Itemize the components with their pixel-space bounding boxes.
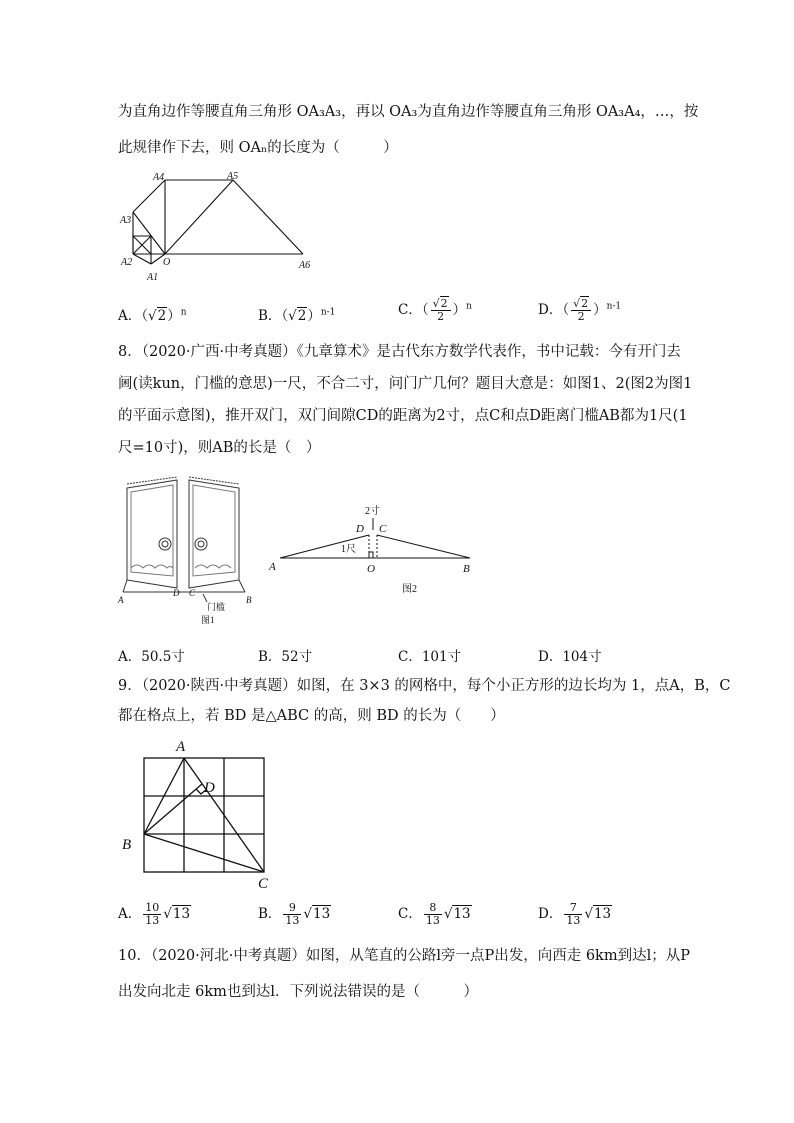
q8-fig2-label-o: O [367, 563, 375, 575]
q9-grid-figure [118, 734, 288, 894]
q8-text-line4: 尺=10寸)，则AB的长是（ ） [118, 440, 321, 456]
q8-option-d[interactable]: D．104寸 [538, 649, 602, 665]
q9-option-d[interactable]: D． $\frac{7}{13}$ √13 [538, 901, 612, 927]
q8-figure1-doors [115, 476, 265, 631]
q8-fig2-label-c: C [379, 523, 387, 535]
q7-option-b[interactable]: B．$(√2)^{n-1}$ [258, 307, 336, 324]
q7-label-a2: A2 [121, 257, 133, 268]
q9-text-line2: 都在格点上，若 BD 是△ABC 的高，则 BD 的长为（ ） [118, 708, 505, 724]
q8-fig1-label-a: A [118, 595, 124, 605]
q9-label-a: A [176, 739, 186, 755]
q9-option-a[interactable]: A． $\frac{10}{13}$ √13 [118, 901, 191, 927]
q7-label-a3: A3 [120, 215, 132, 226]
q8-fig2-label-d: D [356, 523, 364, 535]
q9-text-line1: 9．（2020·陕西·中考真题）如图，在 3×3 的网格中，每个小正方形的边长均为 1，点A，B，C [118, 678, 731, 694]
q9-option-c[interactable]: C． $\frac{8}{13}$ √13 [398, 901, 471, 927]
q7-label-o: O [163, 257, 171, 268]
q8-option-b[interactable]: B．52寸 [258, 649, 313, 665]
q8-fig1-caption: 图1 [201, 615, 215, 625]
q9-label-d: D [204, 780, 215, 796]
q8-option-c[interactable]: C．101寸 [398, 649, 462, 665]
q10-text-line2: 出发向北走 6km也到达l．下列说法错误的是（ ） [118, 984, 479, 1000]
q8-fig1-threshold: 门槛 [207, 602, 226, 612]
q7-label-a1: A1 [147, 272, 159, 283]
q7-option-a[interactable]: A．$(√2)^n$ [118, 307, 187, 324]
q7-text-line2: 此规律作下去，则 OAₙ的长度为（ ） [118, 140, 398, 156]
q8-fig2-label-a: A [269, 561, 276, 573]
q9-option-b[interactable]: B． $\frac{9}{13}$ √13 [258, 901, 331, 927]
q8-fig1-label-d: D [173, 588, 180, 598]
q9-label-c: C [258, 876, 269, 892]
q7-text-line1: 为直角边作等腰直角三角形 OA₃A₃，再以 OA₃为直角边作等腰直角三角形 OA₃A₄，…，按 [118, 104, 699, 120]
q8-figure2-schematic [265, 500, 490, 610]
q8-fig2-label-chi: 1尺 [341, 544, 356, 555]
q9-label-b: B [122, 837, 132, 853]
q7-label-a5: A5 [227, 171, 239, 182]
q8-fig2-caption: 图2 [402, 584, 417, 595]
q8-fig1-label-c: C [189, 588, 196, 598]
q7-option-c[interactable]: C．（ $\frac{√2}{2}$ ）$^n$ [398, 297, 472, 323]
q8-text-line3: 的平面示意图)，推开双门，双门间隙CD的距离为2寸，点C和点D距离门槛AB都为1尺(1 [118, 408, 688, 424]
q7-figure [115, 170, 325, 285]
q7-option-d[interactable]: D．（ $\frac{√2}{2}$ ）$^{n-1}$ [538, 297, 622, 323]
q8-fig1-label-b: B [246, 595, 252, 605]
q7-label-a4: A4 [153, 172, 165, 183]
q8-text-line1: 8．（2020·广西·中考真题）《九章算术》是古代东方数学代表作，书中记载：今有开门去 [118, 344, 681, 360]
q8-fig2-label-b: B [463, 563, 470, 575]
q10-text-line1: 10．（2020·河北·中考真题）如图，从笔直的公路l旁一点P出发，向西走 6km到达l；从P [118, 948, 690, 964]
q8-fig2-label-top: 2寸 [365, 506, 380, 517]
q8-option-a[interactable]: A．50.5寸 [118, 649, 185, 665]
q8-text-line2: 阃(读kun，门槛的意思)一尺，不合二寸，问门广几何？题目大意是：如图1、2(图2为图1 [118, 376, 693, 392]
q7-label-a6: A6 [299, 260, 311, 271]
